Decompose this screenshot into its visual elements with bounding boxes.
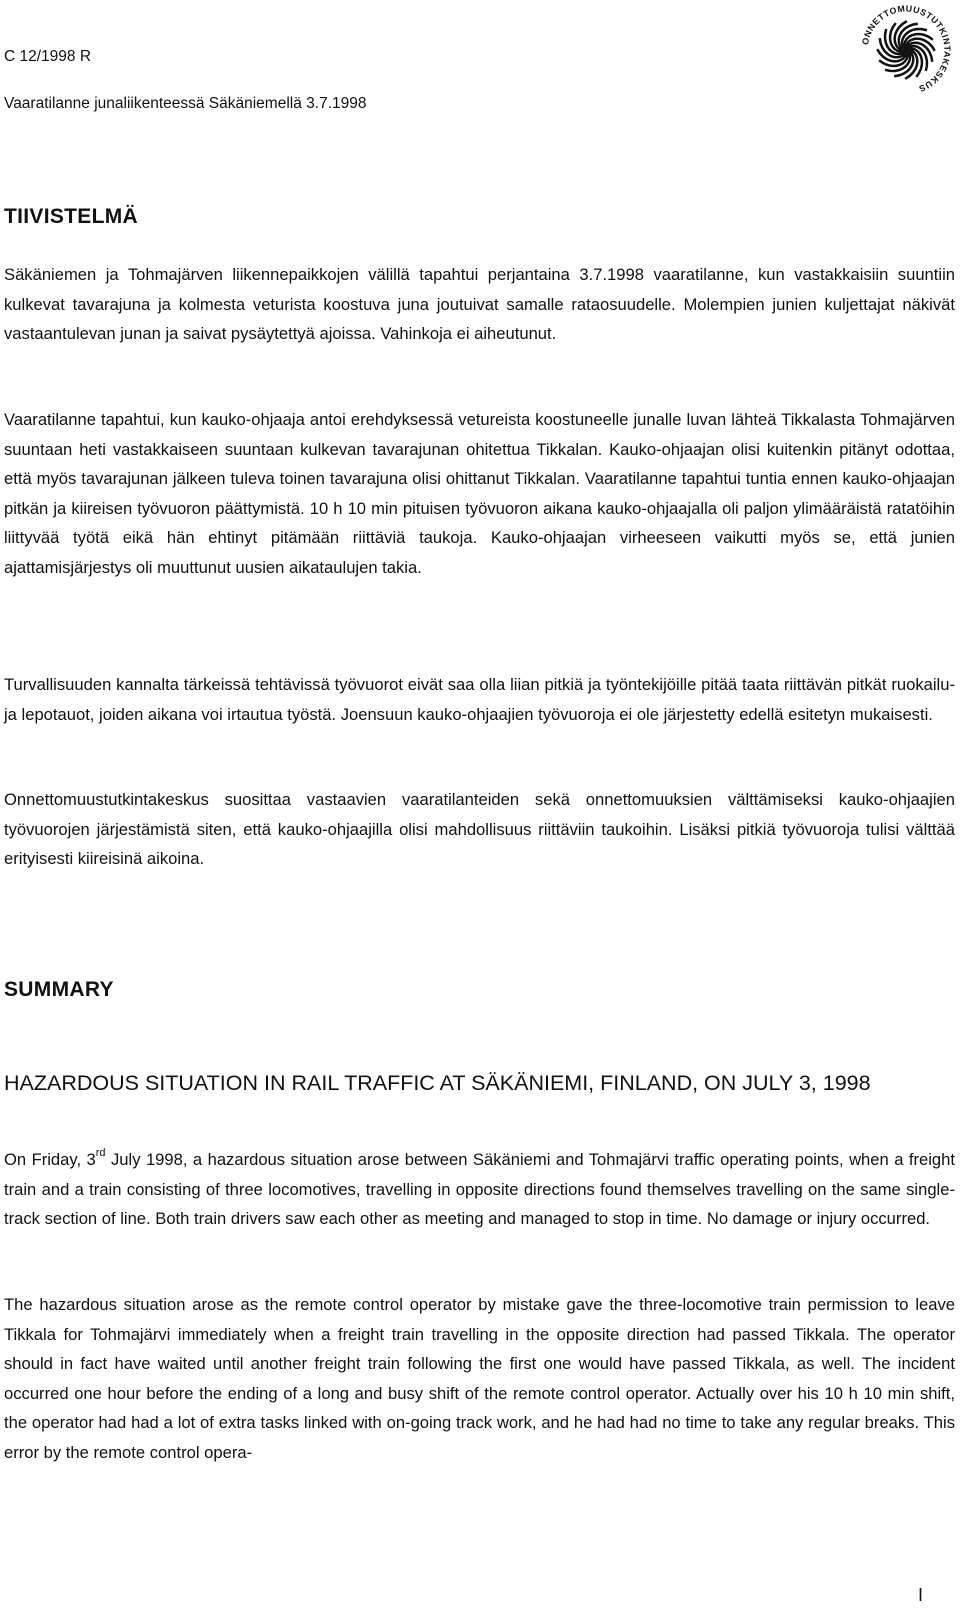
paragraph-text: On Friday, 3: [4, 1150, 96, 1169]
english-report-title: HAZARDOUS SITUATION IN RAIL TRAFFIC AT SÄKÄNIEMI, FINLAND, ON JULY 3, 1998: [4, 1071, 871, 1095]
finnish-paragraph: Turvallisuuden kannalta tärkeissä tehtävissä työvuorot eivät saa olla liian pitkiä ja työntekijöille pitää taata riittävän pitkät ruokailu- ja lepotauot, joiden aikana voi irtautua työstä. Joensuun kauko-ohjaajien työvuoroja ei ole järjestetty edellä esitetyn mukaisesti.: [4, 675, 955, 724]
page-number: I: [918, 1585, 924, 1605]
finnish-paragraph: Säkäniemen ja Tohmajärven liikennepaikkojen välillä tapahtui perjantaina 3.7.1998 vaaratilanne, kun vastakkaisiin suuntiin kulkevat tavarajuna ja kolmesta veturista koostuva juna joutuivat samalle rataosuudelle. Molempien junien kuljettajat näkivät vastaantulevan junan ja saivat pysäytettyä ajoissa. Vahinkoja ei aiheutunut.: [4, 265, 955, 344]
finnish-paragraph: Vaaratilanne tapahtui, kun kauko-ohjaaja antoi erehdyksessä vetureista koostuneelle junalle luvan lähteä Tikkalasta Tohmajärven suuntaan heti vastakkaiseen suuntaan kulkevan tavarajunan ohitettua Tikkalan. Kauko-ohjaajan olisi kuitenkin pitänyt odottaa, että myös tavarajunan jälkeen tuleva toinen tavarajuna olisi ohittanut Tikkalan. Vaaratilanne tapahtui tuntia ennen kauko-ohjaajan pitkän ja kiireisen työvuoron päättymistä. 10 h 10 min pituisen työvuoron aikana kauko-ohjaajalla oli paljon ylimääräistä ratatöihin liittyvää työtä eikä hän ehtinyt pitämään riittäviä taukoja. Kauko-ohjaajan virheeseen vaikutti myös se, että junien ajattamisjärjestys oli muuttunut uusien aikataulujen takia.: [4, 410, 955, 577]
logo-spiral-emblem: [877, 21, 935, 79]
document-title: Vaaratilanne junaliikenteessä Säkäniemellä 3.7.1998: [4, 95, 367, 112]
finnish-paragraph: Onnettomuustutkintakeskus suosittaa vastaavien vaaratilanteiden sekä onnettomuuksien välttämiseksi kauko-ohjaajien työvuorojen järjestämistä siten, että kauko-ohjaajilla olisi mahdollisuus riittäviin taukoihin. Lisäksi pitkiä työvuoroja tulisi välttää erityisesti kiireisinä aikoina.: [4, 790, 955, 869]
english-paragraph: [4, 1145, 955, 1234]
document-id: C 12/1998 R: [4, 48, 92, 65]
paragraph-text: July 1998, a hazardous situation arose between Säkäniemi and Tohmajärvi traffic operating points, when a freight train and a train consisting of three locomotives, travelling in opposite directions found themselves travelling on the same single-track section of line. Both train drivers saw each other as meeting and managed to stop in time. No damage or injury occurred.: [4, 1150, 955, 1229]
ordinal-suffix: rd: [95, 1147, 106, 1160]
investigation-centre-logo: [858, 2, 954, 98]
english-summary-heading: SUMMARY: [4, 978, 114, 1001]
logo-spiral-center: [902, 46, 910, 54]
finnish-summary-heading: TIIVISTELMÄ: [4, 205, 138, 228]
logo-lettering: ONNETTOMUUSTUTKINTAKESKUS: [859, 3, 953, 95]
english-paragraph: The hazardous situation arose as the remote control operator by mistake gave the three-locomotive train permission to leave Tikkala for Tohmajärvi immediately when a freight train travelling in the opposite direction had passed Tikkala. The operator should in fact have waited until another freight train following the first one would have passed Tikkala, as well. The incident occurred one hour before the ending of a long and busy shift of the remote control operator. Actually over his 10 h 10 min shift, the operator had had a lot of extra tasks linked with on-going track work, and he had had no time to take any regular breaks. This error by the remote control opera-: [4, 1295, 955, 1462]
